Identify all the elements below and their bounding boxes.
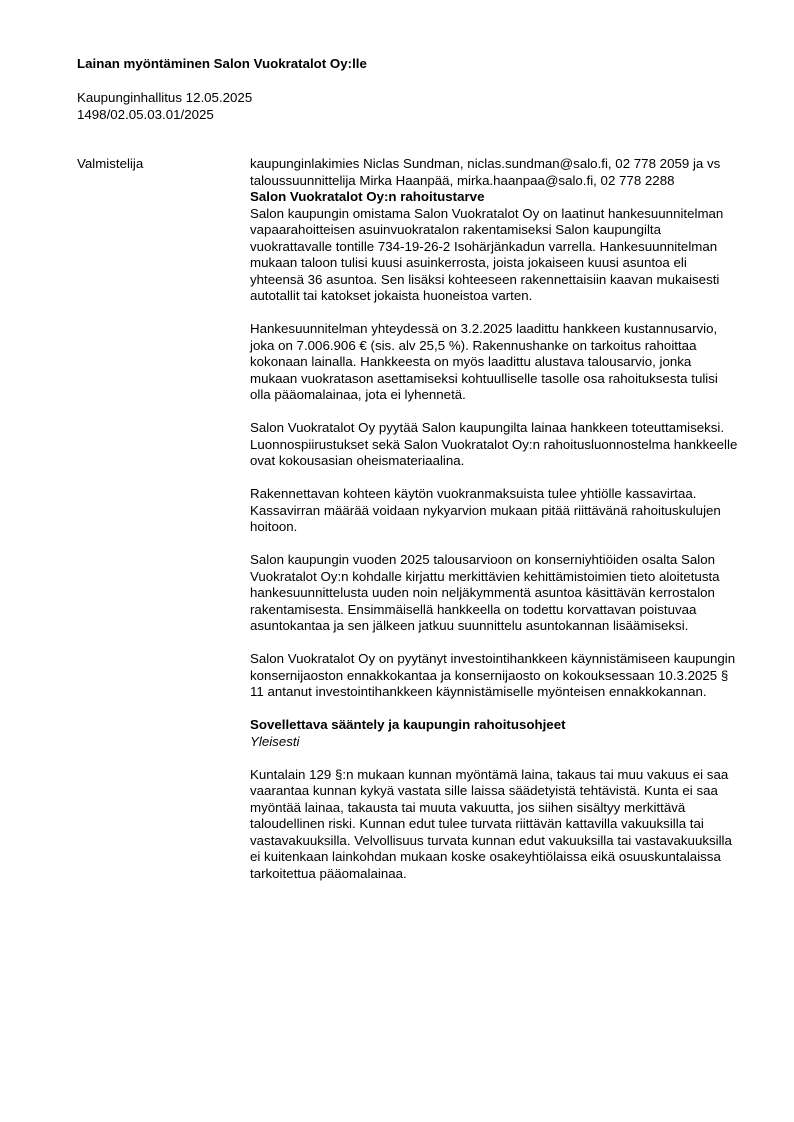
- preparer-label: Valmistelija: [77, 156, 144, 171]
- paragraph: Hankesuunnitelman yhteydessä on 3.2.2025 laadittu hankkeen kustannusarvio, joka on 7.006.906 € (sis. alv 25,5 %). Rakennushanke on tarkoitus rahoittaa kokonaan lainalla. Hankkeesta on myös laadittu alustava talousarvio, jonka mukaan vuokratason asettamiseksi kohtuulliselle tasolle osa rahoituksesta tulisi olla pääomalainaa, jota ei lyhennetä.: [250, 321, 718, 402]
- body-column: [250, 156, 742, 899]
- section-heading-financing-need: Salon Vuokratalot Oy:n rahoitustarve: [250, 189, 485, 204]
- case-number: 1498/02.05.03.01/2025: [77, 106, 214, 122]
- preparer-text: kaupunginlakimies Niclas Sundman, niclas.sundman@salo.fi, 02 778 2059 ja vs taloussuunnittelija Mirka Haanpää, mirka.haanpaa@salo.fi, 02 778 2288: [250, 156, 721, 188]
- document-title: Lainan myöntäminen Salon Vuokratalot Oy:lle: [77, 56, 367, 71]
- paragraph: Rakennettavan kohteen käytön vuokranmaksuista tulee yhtiölle kassavirtaa. Kassavirran määrää voidaan nykyarvion mukaan pitää riittävänä rahoituskulujen hoitoon.: [250, 486, 721, 534]
- paragraph: Salon Vuokratalot Oy pyytää Salon kaupungilta lainaa hankkeen toteuttamiseksi. Luonnospiirustukset sekä Salon Vuokratalot Oy:n rahoitusluonnostelma hankkeelle ovat kokousasian oheismateriaalina.: [250, 420, 738, 468]
- section-subheading: Yleisesti: [250, 733, 300, 749]
- paragraph: Kuntalain 129 §:n mukaan kunnan myöntämä laina, takaus tai muu vakuus ei saa vaarantaa kunnan kykyä vastata sille laissa säädetyistä tehtävistä. Kunta ei saa myöntää lainaa, takausta tai muuta vakuutta, jos siihen sisältyy merkittävä taloudellinen riski. Kunnan edut tulee turvata riittävän kattavilla vakuuksilla tai vastavakuuksilla. Velvollisuus turvata kunnan edut vakuuksilla tai vastavakuuksilla ei kuitenkaan lainkohdan mukaan koske osakeyhtiölaissa eikä osuuskuntalaissa tarkoitettua pääomalainaa.: [250, 766, 732, 881]
- paragraph: Salon kaupungin omistama Salon Vuokratalot Oy on laatinut hankesuunnitelman vapaarahoitteisen asuinvuokratalon rakentamiseksi Salon kaupungilta vuokrattavalle tontille 734-19-26-2 Isohärjänkadun varrella. Hankesuunnitelman mukaan taloon tulisi kuusi asuinkerrosta, joista jokaiseen kuusi asuntoa eli yhteensä 36 asuntoa. Sen lisäksi kohteeseen rakennettaisiin kaavan mukaisesti autotallit tai katokset jokaista huoneistoa varten.: [250, 205, 724, 303]
- meeting-name: Kaupunginhallitus 12.05.2025: [77, 90, 253, 105]
- section-heading-regulation: Sovellettava sääntely ja kaupungin rahoitusohjeet: [250, 717, 566, 732]
- paragraph: Salon kaupungin vuoden 2025 talousarvioon on konserniyhtiöiden osalta Salon Vuokratalot Oy:n kohdalle kirjattu merkittävien kehittämistoimien tieto aloitetusta hankesuunnittelusta uuden noin neljäkymmentä asuntoa käsittävän kerrostalon rakentamisesta. Ensimmäisellä hankkeella on todettu korvattavan poistuvaa asuntokantaa ja sen jälkeen jatkuu suunnittelu asuntokannan lisäämiseksi.: [250, 552, 720, 633]
- paragraph: Salon Vuokratalot Oy on pyytänyt investointihankkeen käynnistämiseen kaupungin konsernijaoston ennakkokantaa ja konsernijaosto on kokouksessaan 10.3.2025 § 11 antanut investointihankkeen käynnistämiselle myönteisen ennakkokannan.: [250, 651, 736, 699]
- meeting-info: [77, 90, 252, 123]
